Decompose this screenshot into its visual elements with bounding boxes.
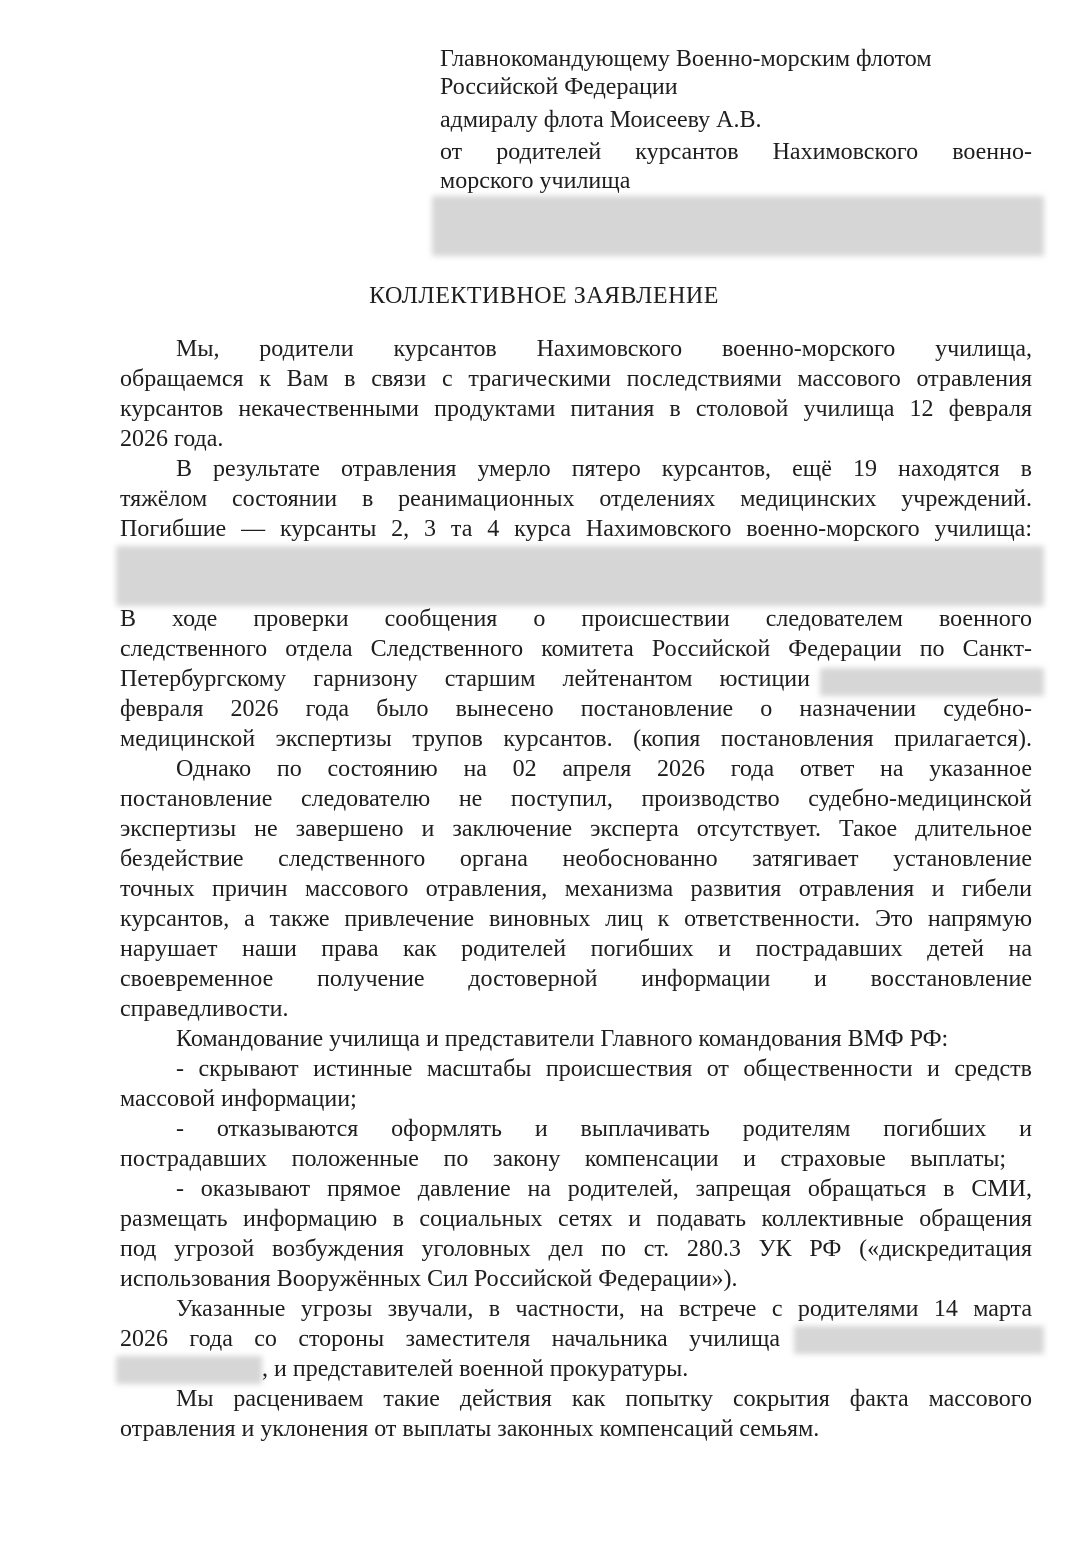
body-line: постановление следователю не поступил, производство судебно-медицинской bbox=[120, 786, 1032, 812]
body-line: размещать информацию в социальных сетях и подавать коллективные обращения bbox=[120, 1206, 1032, 1232]
body-line: нарушает наши права как родителей погибших и пострадавших детей на bbox=[120, 936, 1032, 962]
addressee-line-3: адмиралу флота Моисееву А.В. bbox=[440, 107, 762, 133]
body-line: точных причин массового отравления, механизма развития отравления и гибели bbox=[120, 876, 1032, 902]
body-line: Командование училища и представители Главного командования ВМФ РФ: bbox=[176, 1026, 949, 1052]
body-line: массовой информации; bbox=[120, 1086, 357, 1112]
body-line: Однако по состоянию на 02 апреля 2026 года ответ на указанное bbox=[176, 756, 1032, 782]
redacted-deputy-name bbox=[794, 1326, 1044, 1354]
body-line: справедливости. bbox=[120, 996, 289, 1022]
body-line: обращаемся к Вам в связи с трагическими последствиями массового отравления bbox=[120, 366, 1032, 392]
body-line: медицинской экспертизы трупов курсантов. (копия постановления прилагается). bbox=[120, 726, 1032, 752]
redacted-sender-names bbox=[432, 196, 1044, 256]
addressee-line-1: Главнокомандующему Военно-морским флотом bbox=[440, 46, 932, 72]
body-line: Мы, родители курсантов Нахимовского военно-морского училища, bbox=[176, 336, 1032, 362]
body-line: 2026 года со стороны заместителя начальника училища bbox=[120, 1326, 780, 1352]
body-line: В результате отравления умерло пятеро курсантов, ещё 19 находятся в bbox=[176, 456, 1032, 482]
list-item: - скрывают истинные масштабы происшествия от общественности и средств bbox=[176, 1056, 1032, 1082]
redacted-investigator-name bbox=[820, 668, 1044, 696]
body-line: своевременное получение достоверной информации и восстановление bbox=[120, 966, 1032, 992]
body-line: Петербургскому гарнизону старшим лейтенантом юстиции bbox=[120, 666, 810, 692]
document-title: КОЛЛЕКТИВНОЕ ЗАЯВЛЕНИЕ bbox=[369, 283, 719, 309]
addressee-line-4: от родителей курсантов Нахимовского военно- bbox=[440, 139, 1032, 165]
body-line: экспертизы не завершено и заключение эксперта отсутствует. Такое длительное bbox=[120, 816, 1032, 842]
body-line: курсантов, а также привлечение виновных лиц к ответственности. Это напрямую bbox=[120, 906, 1032, 932]
body-line: курсантов некачественными продуктами питания в столовой училища 12 февраля bbox=[120, 396, 1032, 422]
body-line: под угрозой возбуждения уголовных дел по ст. 280.3 УК РФ («дискредитация bbox=[120, 1236, 1032, 1262]
redacted-deputy-name-cont bbox=[116, 1356, 262, 1384]
body-line: бездействие следственного органа необоснованно затягивает установление bbox=[120, 846, 1032, 872]
addressee-line-5: морского училища bbox=[440, 168, 631, 194]
body-line: В ходе проверки сообщения о происшествии следователем военного bbox=[120, 606, 1032, 632]
body-line: Погибшие — курсанты 2, 3 та 4 курса Нахимовского военно-морского училища: bbox=[120, 516, 1032, 542]
body-line: 2026 года. bbox=[120, 426, 224, 452]
body-line: Указанные угрозы звучали, в частности, на встрече с родителями 14 марта bbox=[176, 1296, 1032, 1322]
body-line: Мы расцениваем такие действия как попытку сокрытия факта массового bbox=[176, 1386, 1032, 1412]
addressee-line-2: Российской Федерации bbox=[440, 74, 678, 100]
body-line: отравления и уклонения от выплаты законных компенсаций семьям. bbox=[120, 1416, 820, 1442]
list-item: - оказывают прямое давление на родителей, запрещая обращаться в СМИ, bbox=[176, 1176, 1032, 1202]
body-line: февраля 2026 года было вынесено постановление о назначении судебно- bbox=[120, 696, 1032, 722]
body-line: пострадавших положенные по закону компенсации и страховые выплаты; bbox=[120, 1146, 1006, 1172]
list-item: - отказываются оформлять и выплачивать родителям погибших и bbox=[176, 1116, 1032, 1142]
body-line: использования Вооружённых Сил Российской Федерации»). bbox=[120, 1266, 738, 1292]
body-line: следственного отдела Следственного комитета Российской Федерации по Санкт- bbox=[120, 636, 1032, 662]
body-line: , и представителей военной прокуратуры. bbox=[262, 1356, 689, 1382]
redacted-victim-names bbox=[116, 546, 1044, 606]
body-line: тяжёлом состоянии в реанимационных отделениях медицинских учреждений. bbox=[120, 486, 1032, 512]
